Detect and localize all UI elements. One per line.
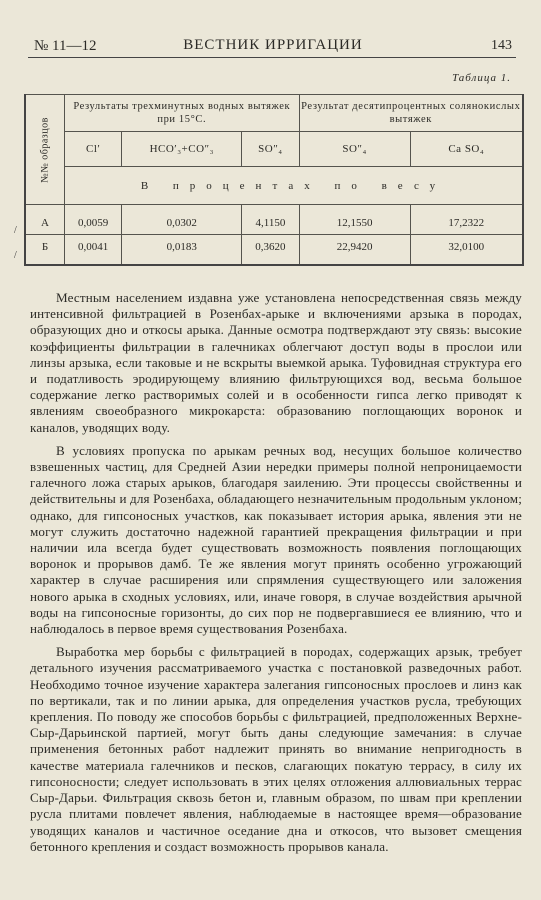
table-cell: 12,1550 xyxy=(299,205,410,235)
table-row xyxy=(25,205,523,235)
paragraph: Выработка мер борьбы с фильтрацией в породах, содержащих арзык, требует детального изучения рассматриваемого участка с постановкой разведочных работ. Необходимо точное изучение характера залегания гипсоносных прослоев и линз как по вертикали, так и по линии арыка, для определения участков русла, требующих крепления. По поводу же способов борьбы с фильтрацией, предположенных Верхне-Сыр-Дарьинской партией, могут быть даны следующие замечания: в случае применения бетонных работ надлежит принять во внимание непригодность в качестве материала галечников и песков, слагающих покатую террасу, в силу их гипсоносности; следует использовать в этих целях отложения аллювиальных террас Сыр-Дарьи. Фильтрация сквозь бетон и, главным образом, по швам при креплении русла плитами повлечет явления, наблюдаемые в настоящее время—образование уводящих каналов и частичное оседание дна и откосов, что вызовет смещения бетонного крепления и создаст возможность прорывов канала. xyxy=(30,644,522,854)
sample-number-header: №№ образцов xyxy=(25,95,65,205)
acid-extract-group-header: Результат десятипроцентных солянокислых вытяжек xyxy=(299,95,523,132)
page-number: 143 xyxy=(491,38,512,53)
table-cell: 0,0302 xyxy=(122,205,242,235)
paragraph: Местным населением издавна уже установлена непосредственная связь между интенсивной фильтрацией в Розенбах-арыке и включениями арзыка в породах, образующих дно и откосы арыка. Данные осмотра подтверждают эту связь: высокие коэффициенты фильтрации в галечниках облегчают доступ воды в прослои или линзы арзыка, если таковые и не вскрыты выемкой арыка. Туфовидная структура его и податливость эродирующему влиянию фильтрующихся вод, весьма большое содержание легко растворимых солей и в особенности гипса легко приводят к явлениям своеобразного микрокарста: образованию поглощающих воронок и каналов, уводящих воду. xyxy=(30,290,522,435)
column-header: SO″₄ xyxy=(299,132,410,167)
row-label: Б xyxy=(25,235,65,266)
table-cell: 22,9420 xyxy=(299,235,410,266)
issue-number: № 11—12 xyxy=(34,38,97,54)
water-extract-group-header: Результаты трехминутных водных вытяжек при 15°С. xyxy=(65,95,300,132)
margin-mark: / xyxy=(14,250,17,261)
column-header: SO″₄ xyxy=(242,132,299,167)
paragraph: В условиях пропуска по арыкам речных вод, несущих большое количество взвешенных частиц, для Средней Азии нередки примеры полной непроницаемости галечного ложа старых арыков, благодаря заилению. Эти процессы свойственны и действительны и для Розенбаха, обладающего незначительным продольным уклоном; однако, для гипсоносных участков, как показывает история арыка, явления эти не могут служить достаточно надежной гарантией прекращения фильтрации и при наличии ила всегда будет существовать возможность появления поглощающих воронок и прорывов дамб. Те же явления могут принять особенно угрожающий характер в случае расширения или спрямления существующего или заложения нового арыка в сходных условиях, или, иначе говоря, в случае воздействия арычной воды на гипсоносные горизонты, до сих пор не подвергавшиеся ее влиянию, что и наблюдалось в первое время существования Розенбаха. xyxy=(30,442,522,637)
table-cell: 0,0041 xyxy=(65,235,122,266)
analysis-table xyxy=(24,94,524,266)
row-label: А xyxy=(25,205,65,235)
column-header: Cl′ xyxy=(65,132,122,167)
table-caption: Таблица 1. xyxy=(452,72,511,84)
table-cell: 32,0100 xyxy=(410,235,523,266)
table-cell: 4,1150 xyxy=(242,205,299,235)
column-header: Ca SO₄ xyxy=(410,132,523,167)
table-cell: 17,2322 xyxy=(410,205,523,235)
header-rule xyxy=(28,57,516,58)
column-header: HCO′₃+CO″₃ xyxy=(122,132,242,167)
running-header xyxy=(34,34,512,56)
table-cell: 0,3620 xyxy=(242,235,299,266)
table-cell: 0,0183 xyxy=(122,235,242,266)
journal-title: ВЕСТНИК ИРРИГАЦИИ xyxy=(183,37,363,53)
table-cell: 0,0059 xyxy=(65,205,122,235)
unit-row: В процентах по весу xyxy=(65,167,524,205)
margin-mark: / xyxy=(14,225,17,236)
table-row xyxy=(25,235,523,266)
body-text xyxy=(30,290,522,862)
